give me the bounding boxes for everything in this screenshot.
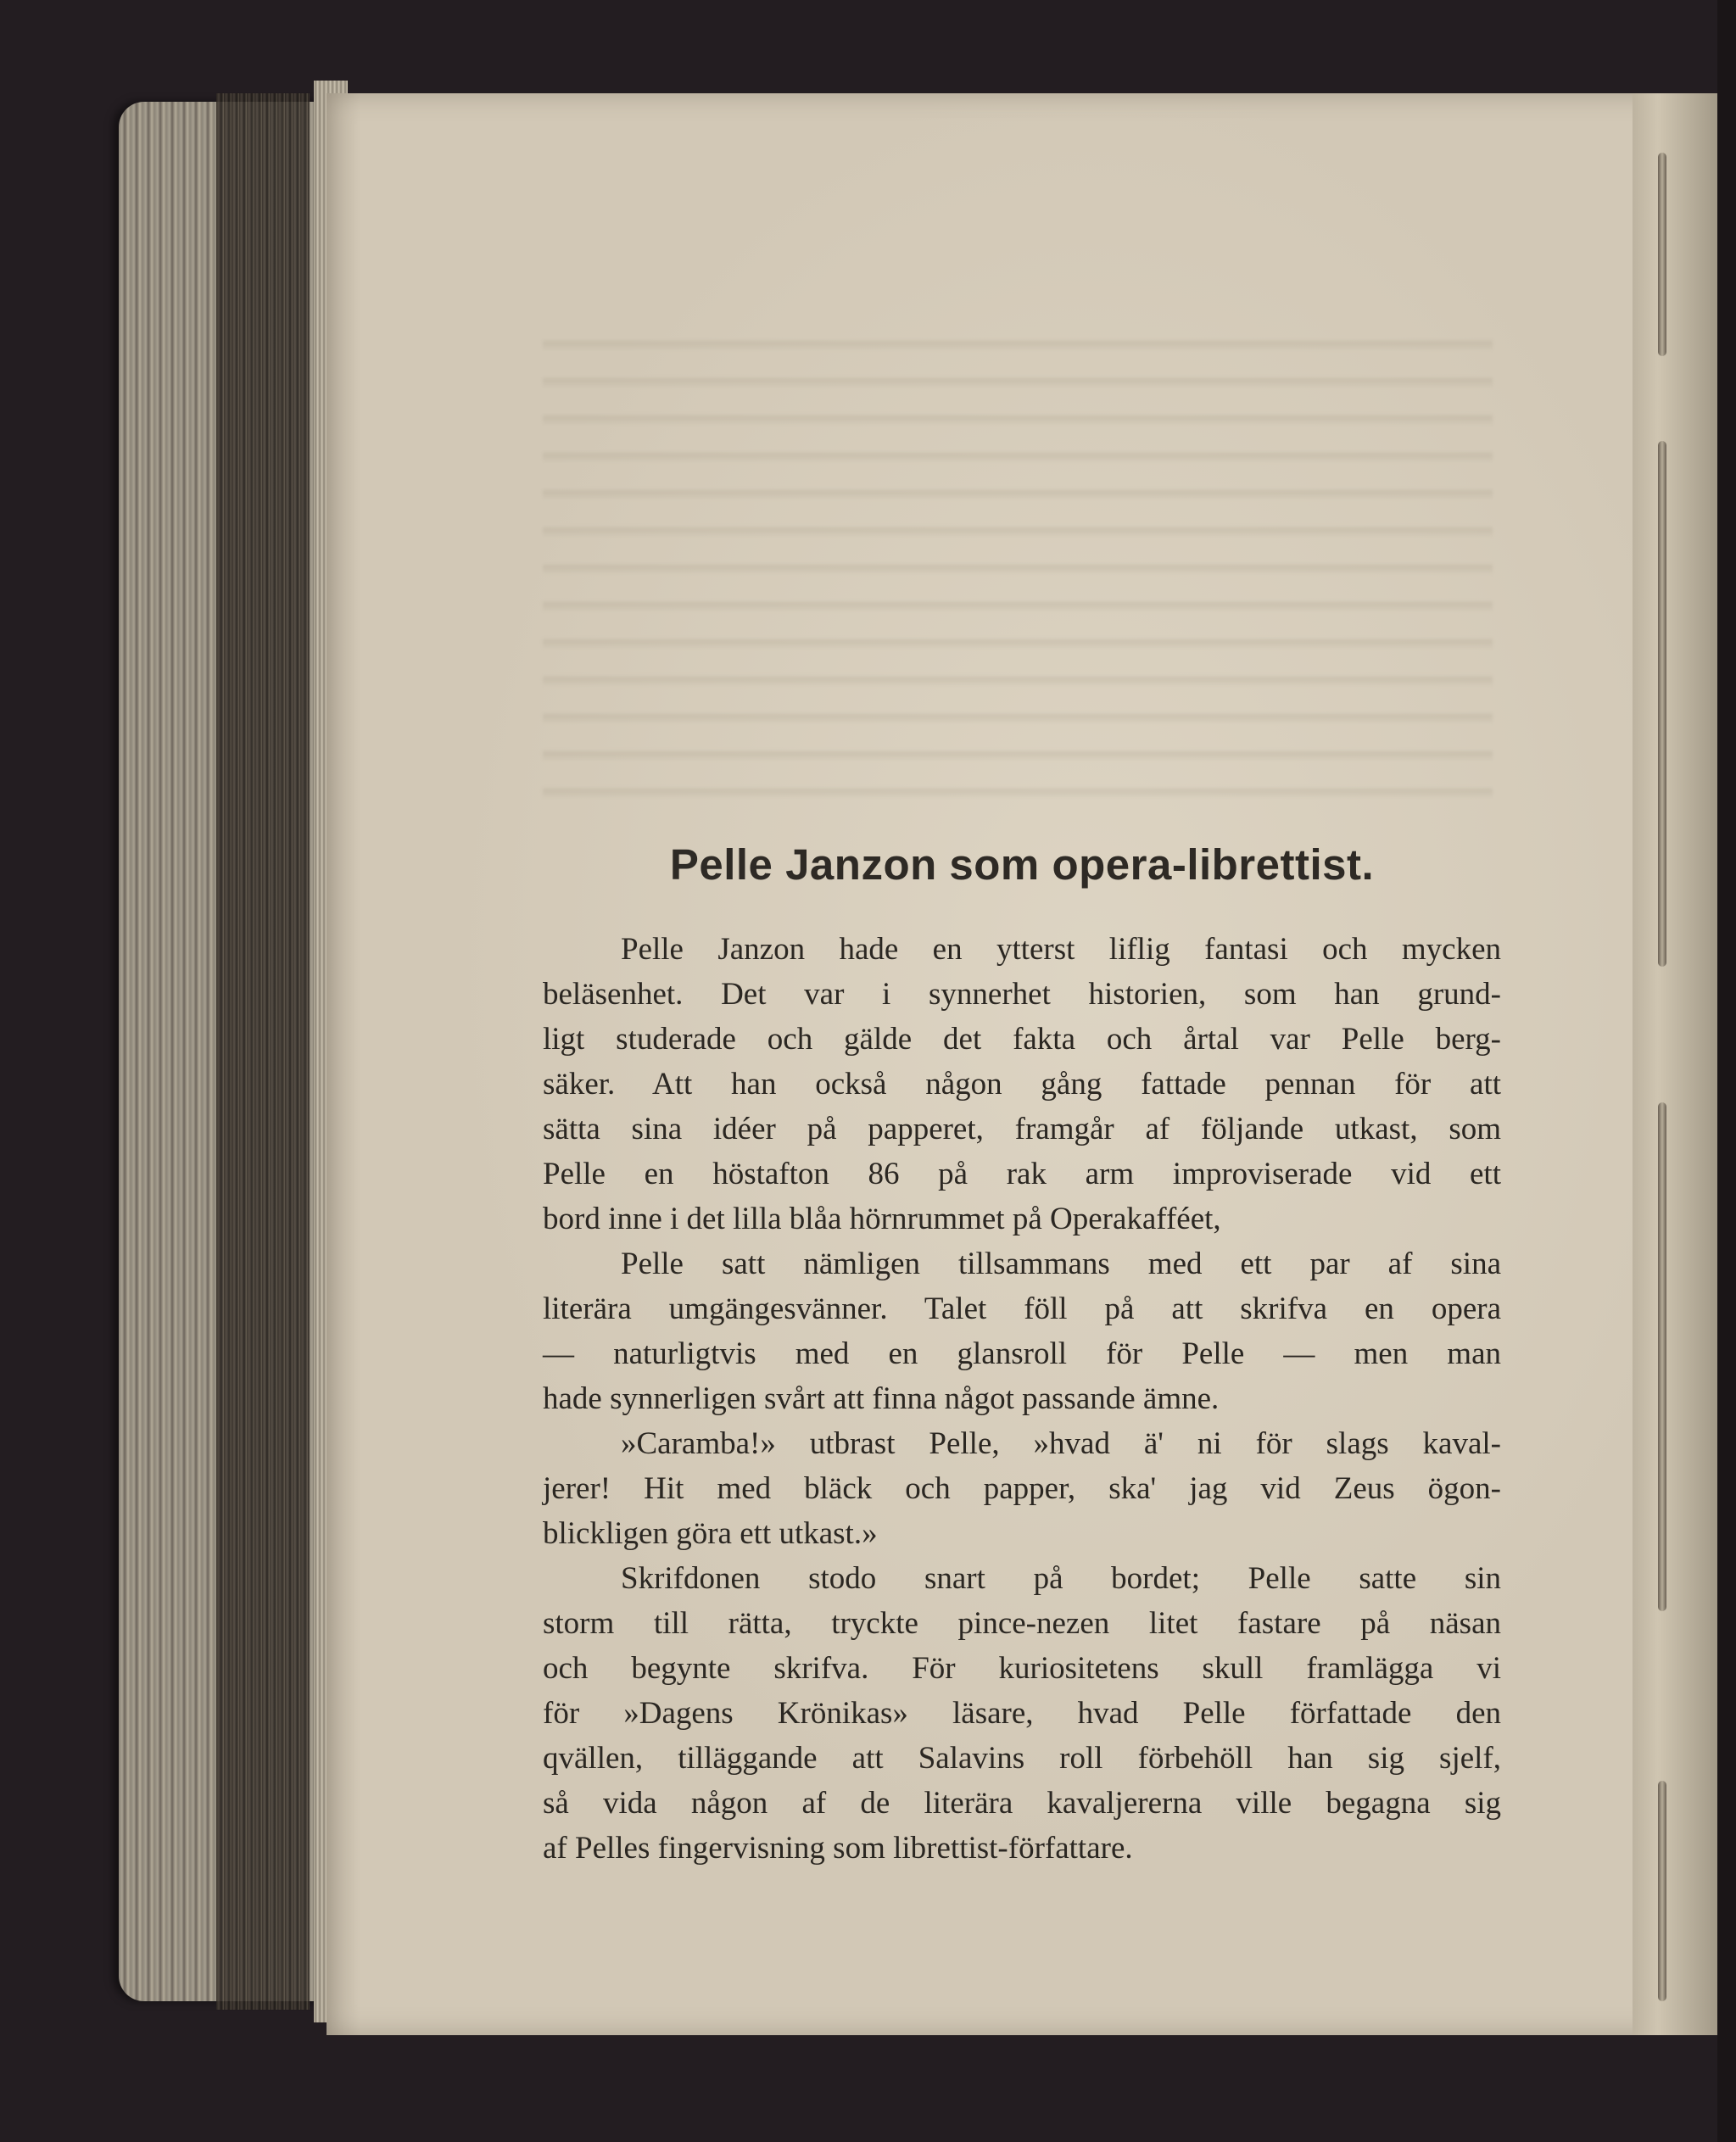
stitch-thread [1658,153,1666,356]
text-line: — naturligtvis med en glansroll för Pelle — men man [543,1336,1501,1371]
text-line: blickligen göra ett utkast.» [543,1516,878,1551]
stitch-thread [1658,1781,1666,2001]
text-line: jerer! Hit med bläck och papper, ska' jag vid Zeus ögon- [543,1471,1501,1506]
text-line: sätta sina idéer på papperet, framgår af följande utkast, som [543,1112,1501,1146]
text-line: storm till rätta, tryckte pince-nezen litet fastare på näsan [543,1606,1501,1641]
text-line: bord inne i det lilla blåa hörnrummet på Operakafféet, [543,1202,1221,1236]
text-line: Skrifdonen stodo snart på bordet; Pelle satte sin [621,1561,1501,1596]
text-line: Pelle satt nämligen tillsammans med ett par af sina [621,1247,1501,1281]
text-line: beläsenhet. Det var i synnerhet historien, som han grund- [543,977,1501,1012]
text-line: Pelle Janzon hade en ytterst liflig fantasi och mycken [621,932,1501,967]
page-edges-shadow [216,93,310,2010]
body-text [543,927,1501,1871]
stitch-thread [1658,441,1666,967]
text-line: »Caramba!» utbrast Pelle, »hvad ä' ni för slags kaval- [621,1426,1501,1461]
text-line: så vida någon af de literära kavaljererna ville begagna sig [543,1786,1501,1821]
stitch-thread [1658,1102,1666,1611]
text-line: qvällen, tilläggande att Salavins roll förbehöll han sig sjelf, [543,1741,1501,1776]
scan-border [1717,0,1736,2142]
text-line: literära umgängesvänner. Talet föll på att skrifva en opera [543,1291,1501,1326]
text-line: säker. Att han också någon gång fattade pennan för att [543,1067,1501,1102]
text-line: Pelle en höstafton 86 på rak arm improviserade vid ett [543,1157,1501,1191]
page-text [543,840,1501,1871]
bleed-through-text [543,314,1493,823]
text-line: och begynte skrifva. För kuriositetens skull framlägga vi [543,1651,1501,1686]
text-line: ligt studerade och gälde det fakta och årtal var Pelle berg- [543,1022,1501,1057]
text-line: för »Dagens Krönikas» läsare, hvad Pelle författade den [543,1696,1501,1731]
text-line: hade synnerligen svårt att finna något passande ämne. [543,1381,1220,1416]
text-line: af Pelles fingervisning som librettist-författare. [543,1831,1133,1866]
binding-strip [1633,93,1717,2035]
chapter-title: Pelle Janzon som opera-librettist. [669,840,1375,889]
